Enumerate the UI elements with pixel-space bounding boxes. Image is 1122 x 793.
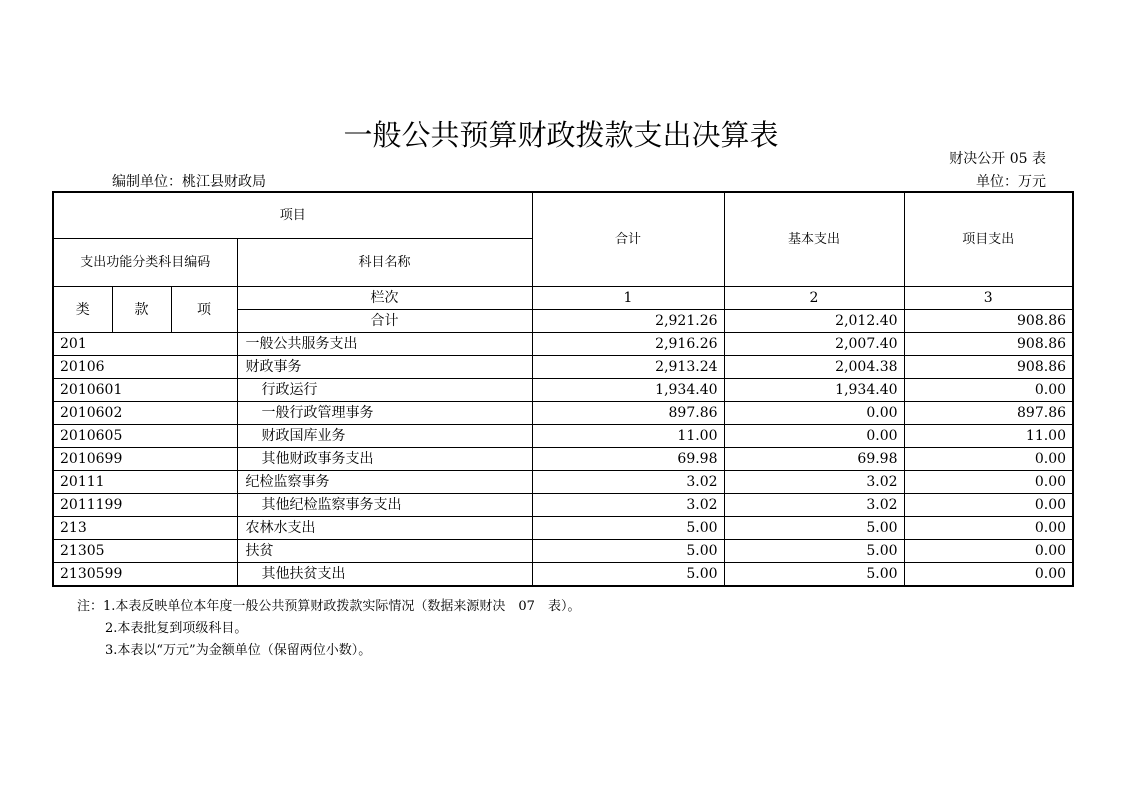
total-label: 合计	[237, 310, 532, 333]
table-row	[53, 563, 1073, 587]
table-row	[53, 471, 1073, 494]
row-subject-name: 其他扶贫支出	[237, 563, 532, 587]
row-code: 2010602	[53, 402, 237, 425]
header-cat: 类	[53, 287, 112, 333]
row-subject-name: 扶贫	[237, 540, 532, 563]
row-code: 213	[53, 517, 237, 540]
header-basic: 基本支出	[724, 192, 904, 287]
note-2: 2.本表批复到项级科目。	[105, 621, 248, 636]
column-3: 3	[904, 287, 1073, 310]
row-code: 2010699	[53, 448, 237, 471]
row-subject-name: 财政事务	[237, 356, 532, 379]
unit-label: 单位：万元	[976, 174, 1046, 190]
row-code: 2011199	[53, 494, 237, 517]
row-total: 5.00	[532, 563, 724, 587]
header-kuan: 款	[112, 287, 171, 333]
table-row	[53, 517, 1073, 540]
row-project: 0.00	[904, 517, 1073, 540]
row-project: 0.00	[904, 448, 1073, 471]
row-total: 11.00	[532, 425, 724, 448]
row-subject-name: 其他纪检监察事务支出	[237, 494, 532, 517]
row-basic: 3.02	[724, 471, 904, 494]
header-subject: 科目名称	[237, 239, 532, 287]
row-project: 908.86	[904, 333, 1073, 356]
row-project: 0.00	[904, 379, 1073, 402]
total-amount: 2,921.26	[532, 310, 724, 333]
row-subject-name: 一般行政管理事务	[237, 402, 532, 425]
row-project: 897.86	[904, 402, 1073, 425]
notes	[77, 596, 580, 662]
row-project: 0.00	[904, 563, 1073, 587]
table-row	[53, 402, 1073, 425]
row-subject-name: 行政运行	[237, 379, 532, 402]
table-row	[53, 356, 1073, 379]
header-row-1	[53, 192, 1073, 239]
row-subject-name: 其他财政事务支出	[237, 448, 532, 471]
row-project: 0.00	[904, 540, 1073, 563]
total-basic: 2,012.40	[724, 310, 904, 333]
header-code: 支出功能分类科目编码	[53, 239, 237, 287]
row-total: 5.00	[532, 540, 724, 563]
row-basic: 0.00	[724, 402, 904, 425]
row-total: 2,916.26	[532, 333, 724, 356]
note-3: 3.本表以“万元”为金额单位（保留两位小数）。	[105, 643, 372, 658]
row-code: 201	[53, 333, 237, 356]
row-project: 11.00	[904, 425, 1073, 448]
table-row	[53, 379, 1073, 402]
header-total: 合计	[532, 192, 724, 287]
row-subject-name: 纪检监察事务	[237, 471, 532, 494]
table-id-label: 财决公开 05 表	[949, 151, 1046, 167]
row-total: 69.98	[532, 448, 724, 471]
note-1: 注：1.本表反映单位本年度一般公共预算财政拨款实际情况（数据来源财决 07 表）。	[77, 599, 581, 614]
row-total: 3.02	[532, 494, 724, 517]
row-project: 908.86	[904, 356, 1073, 379]
row-total: 3.02	[532, 471, 724, 494]
row-basic: 1,934.40	[724, 379, 904, 402]
row-code: 21305	[53, 540, 237, 563]
row-basic: 3.02	[724, 494, 904, 517]
row-project: 0.00	[904, 471, 1073, 494]
row-basic: 5.00	[724, 563, 904, 587]
row-code: 2130599	[53, 563, 237, 587]
row-basic: 2,007.40	[724, 333, 904, 356]
table-row	[53, 494, 1073, 517]
row-subject-name: 农林水支出	[237, 517, 532, 540]
header-xiang: 项	[171, 287, 237, 333]
table-row	[53, 540, 1073, 563]
row-code: 20111	[53, 471, 237, 494]
organization-label: 编制单位：桃江县财政局	[112, 174, 266, 190]
row-code: 2010601	[53, 379, 237, 402]
row-total: 1,934.40	[532, 379, 724, 402]
row-total: 5.00	[532, 517, 724, 540]
table-row	[53, 333, 1073, 356]
column-1: 1	[532, 287, 724, 310]
row-subject-name: 一般公共服务支出	[237, 333, 532, 356]
header-project: 项目支出	[904, 192, 1073, 287]
column-index-row	[53, 287, 1073, 310]
expenditure-table	[52, 191, 1074, 587]
header-item: 项目	[53, 192, 532, 239]
row-basic: 69.98	[724, 448, 904, 471]
row-basic: 5.00	[724, 517, 904, 540]
page-title: 一般公共预算财政拨款支出决算表	[343, 118, 779, 152]
total-project: 908.86	[904, 310, 1073, 333]
row-subject-name: 财政国库业务	[237, 425, 532, 448]
column-label: 栏次	[237, 287, 532, 310]
row-project: 0.00	[904, 494, 1073, 517]
row-total: 897.86	[532, 402, 724, 425]
row-basic: 0.00	[724, 425, 904, 448]
table-row	[53, 425, 1073, 448]
row-basic: 5.00	[724, 540, 904, 563]
row-code: 20106	[53, 356, 237, 379]
table-row	[53, 448, 1073, 471]
column-2: 2	[724, 287, 904, 310]
row-total: 2,913.24	[532, 356, 724, 379]
row-code: 2010605	[53, 425, 237, 448]
row-basic: 2,004.38	[724, 356, 904, 379]
